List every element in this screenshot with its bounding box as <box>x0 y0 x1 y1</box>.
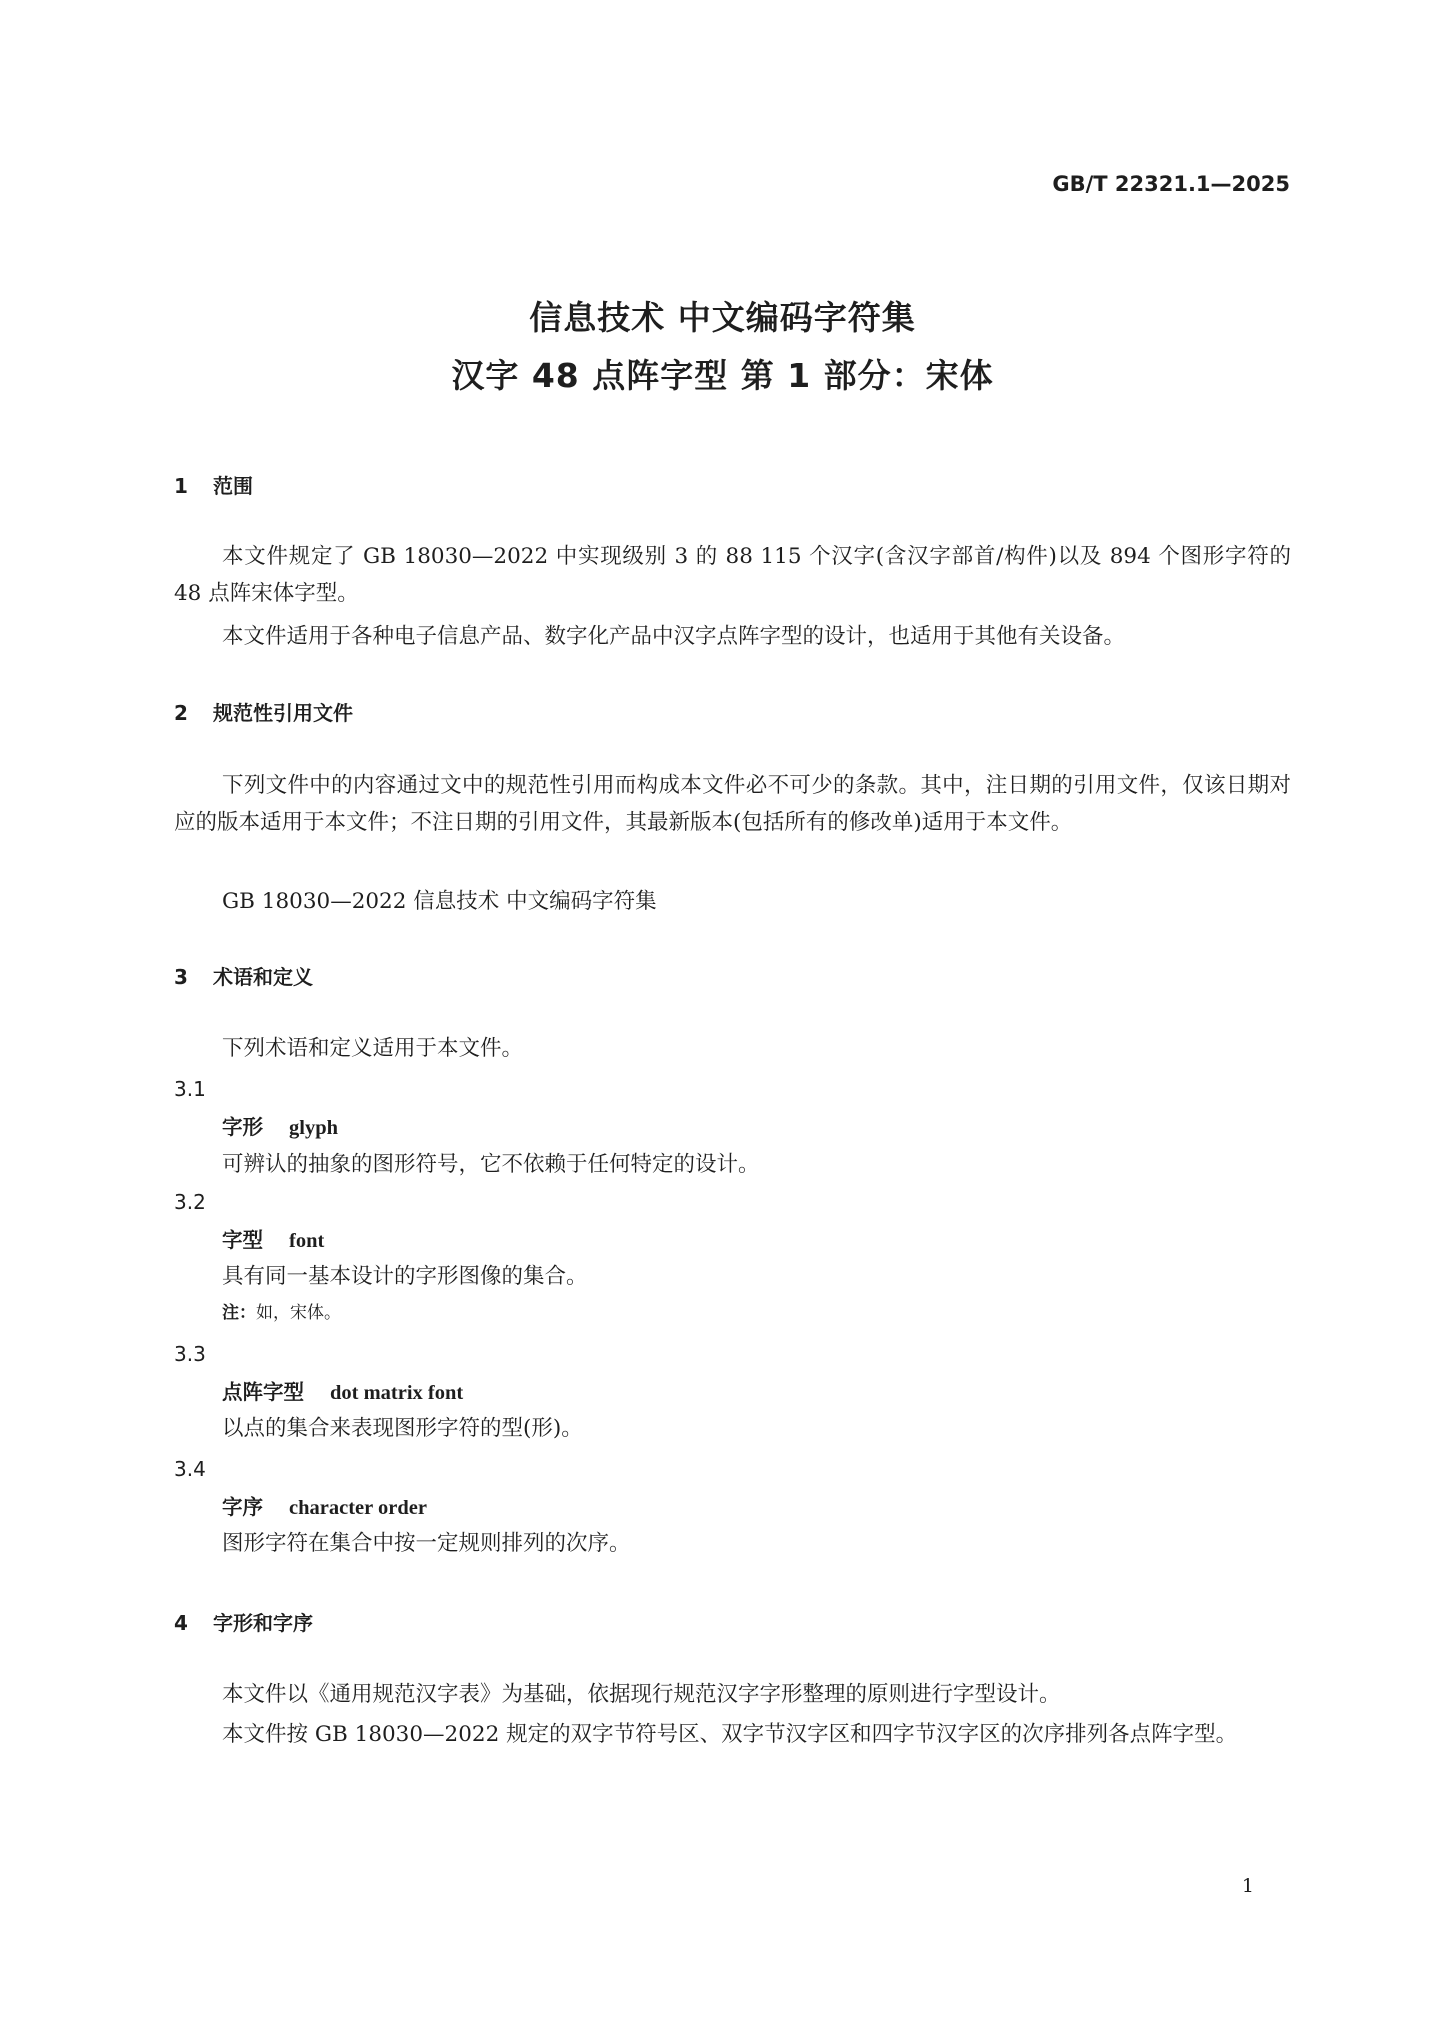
term-entry <box>222 1110 338 1140</box>
paragraph: 本文件规定了 GB 18030—2022 中实现级别 3 的 88 115 个汉字(含汉字部首/构件)以及 894 个图形字符的 48 点阵宋体字型。 <box>174 544 1291 606</box>
term-zh: 点阵字型 <box>222 1380 304 1404</box>
paragraph: 下列术语和定义适用于本文件。 <box>222 1036 524 1061</box>
section-number: 1 <box>174 474 188 498</box>
section-heading-2 <box>174 697 353 726</box>
section-heading-1 <box>174 470 253 499</box>
section-title: 规范性引用文件 <box>213 701 353 725</box>
section-heading-4 <box>174 1607 313 1636</box>
term-number: 3.1 <box>174 1077 206 1101</box>
term-definition: 具有同一基本设计的字形图像的集合。 <box>222 1264 588 1289</box>
term-en: glyph <box>289 1117 338 1139</box>
section-number: 3 <box>174 965 188 989</box>
doc-title-line2: 汉字 48 点阵字型 第 1 部分：宋体 <box>451 356 994 395</box>
term-en: character order <box>289 1497 427 1519</box>
note-text: 如，宋体。 <box>256 1303 341 1323</box>
section-title: 术语和定义 <box>213 965 313 989</box>
term-en: font <box>289 1230 325 1252</box>
term-en: dot matrix font <box>330 1382 464 1404</box>
section-title: 范围 <box>213 474 253 498</box>
section-number: 2 <box>174 701 188 725</box>
paragraph: 下列文件中的内容通过文中的规范性引用而构成本文件必不可少的条款。其中，注日期的引用文件，仅该日期对应的版本适用于本文件；不注日期的引用文件，其最新版本(包括所有的修改单)适用于本文件。 <box>174 773 1291 835</box>
term-note <box>222 1298 341 1323</box>
section-title: 字形和字序 <box>213 1611 313 1635</box>
paragraph: 本文件适用于各种电子信息产品、数字化产品中汉字点阵字型的设计，也适用于其他有关设备。 <box>222 624 1126 649</box>
term-definition: 以点的集合来表现图形字符的型(形)。 <box>222 1416 583 1441</box>
term-zh: 字序 <box>222 1495 263 1519</box>
standard-number: GB/T 22321.1—2025 <box>1052 172 1290 196</box>
term-definition: 图形字符在集合中按一定规则排列的次序。 <box>222 1531 631 1556</box>
term-entry <box>222 1490 427 1520</box>
section-number: 4 <box>174 1611 188 1635</box>
paragraph: 本文件按 GB 18030—2022 规定的双字节符号区、双字节汉字区和四字节汉字区的次序排列各点阵字型。 <box>222 1722 1238 1747</box>
term-zh: 字型 <box>222 1228 263 1252</box>
note-label: 注： <box>222 1303 256 1323</box>
term-zh: 字形 <box>222 1115 263 1139</box>
doc-title-line1: 信息技术 中文编码字符集 <box>529 298 916 337</box>
term-definition: 可辨认的抽象的图形符号，它不依赖于任何特定的设计。 <box>222 1152 760 1177</box>
term-entry <box>222 1375 463 1405</box>
term-number: 3.4 <box>174 1457 206 1481</box>
term-number: 3.3 <box>174 1342 206 1366</box>
normative-reference: GB 18030—2022 信息技术 中文编码字符集 <box>222 889 657 914</box>
page-number: 1 <box>1241 1875 1254 1897</box>
section-heading-3 <box>174 961 313 990</box>
paragraph: 本文件以《通用规范汉字表》为基础，依据现行规范汉字字形整理的原则进行字型设计。 <box>222 1682 1061 1707</box>
term-entry <box>222 1223 324 1253</box>
term-number: 3.2 <box>174 1190 206 1214</box>
